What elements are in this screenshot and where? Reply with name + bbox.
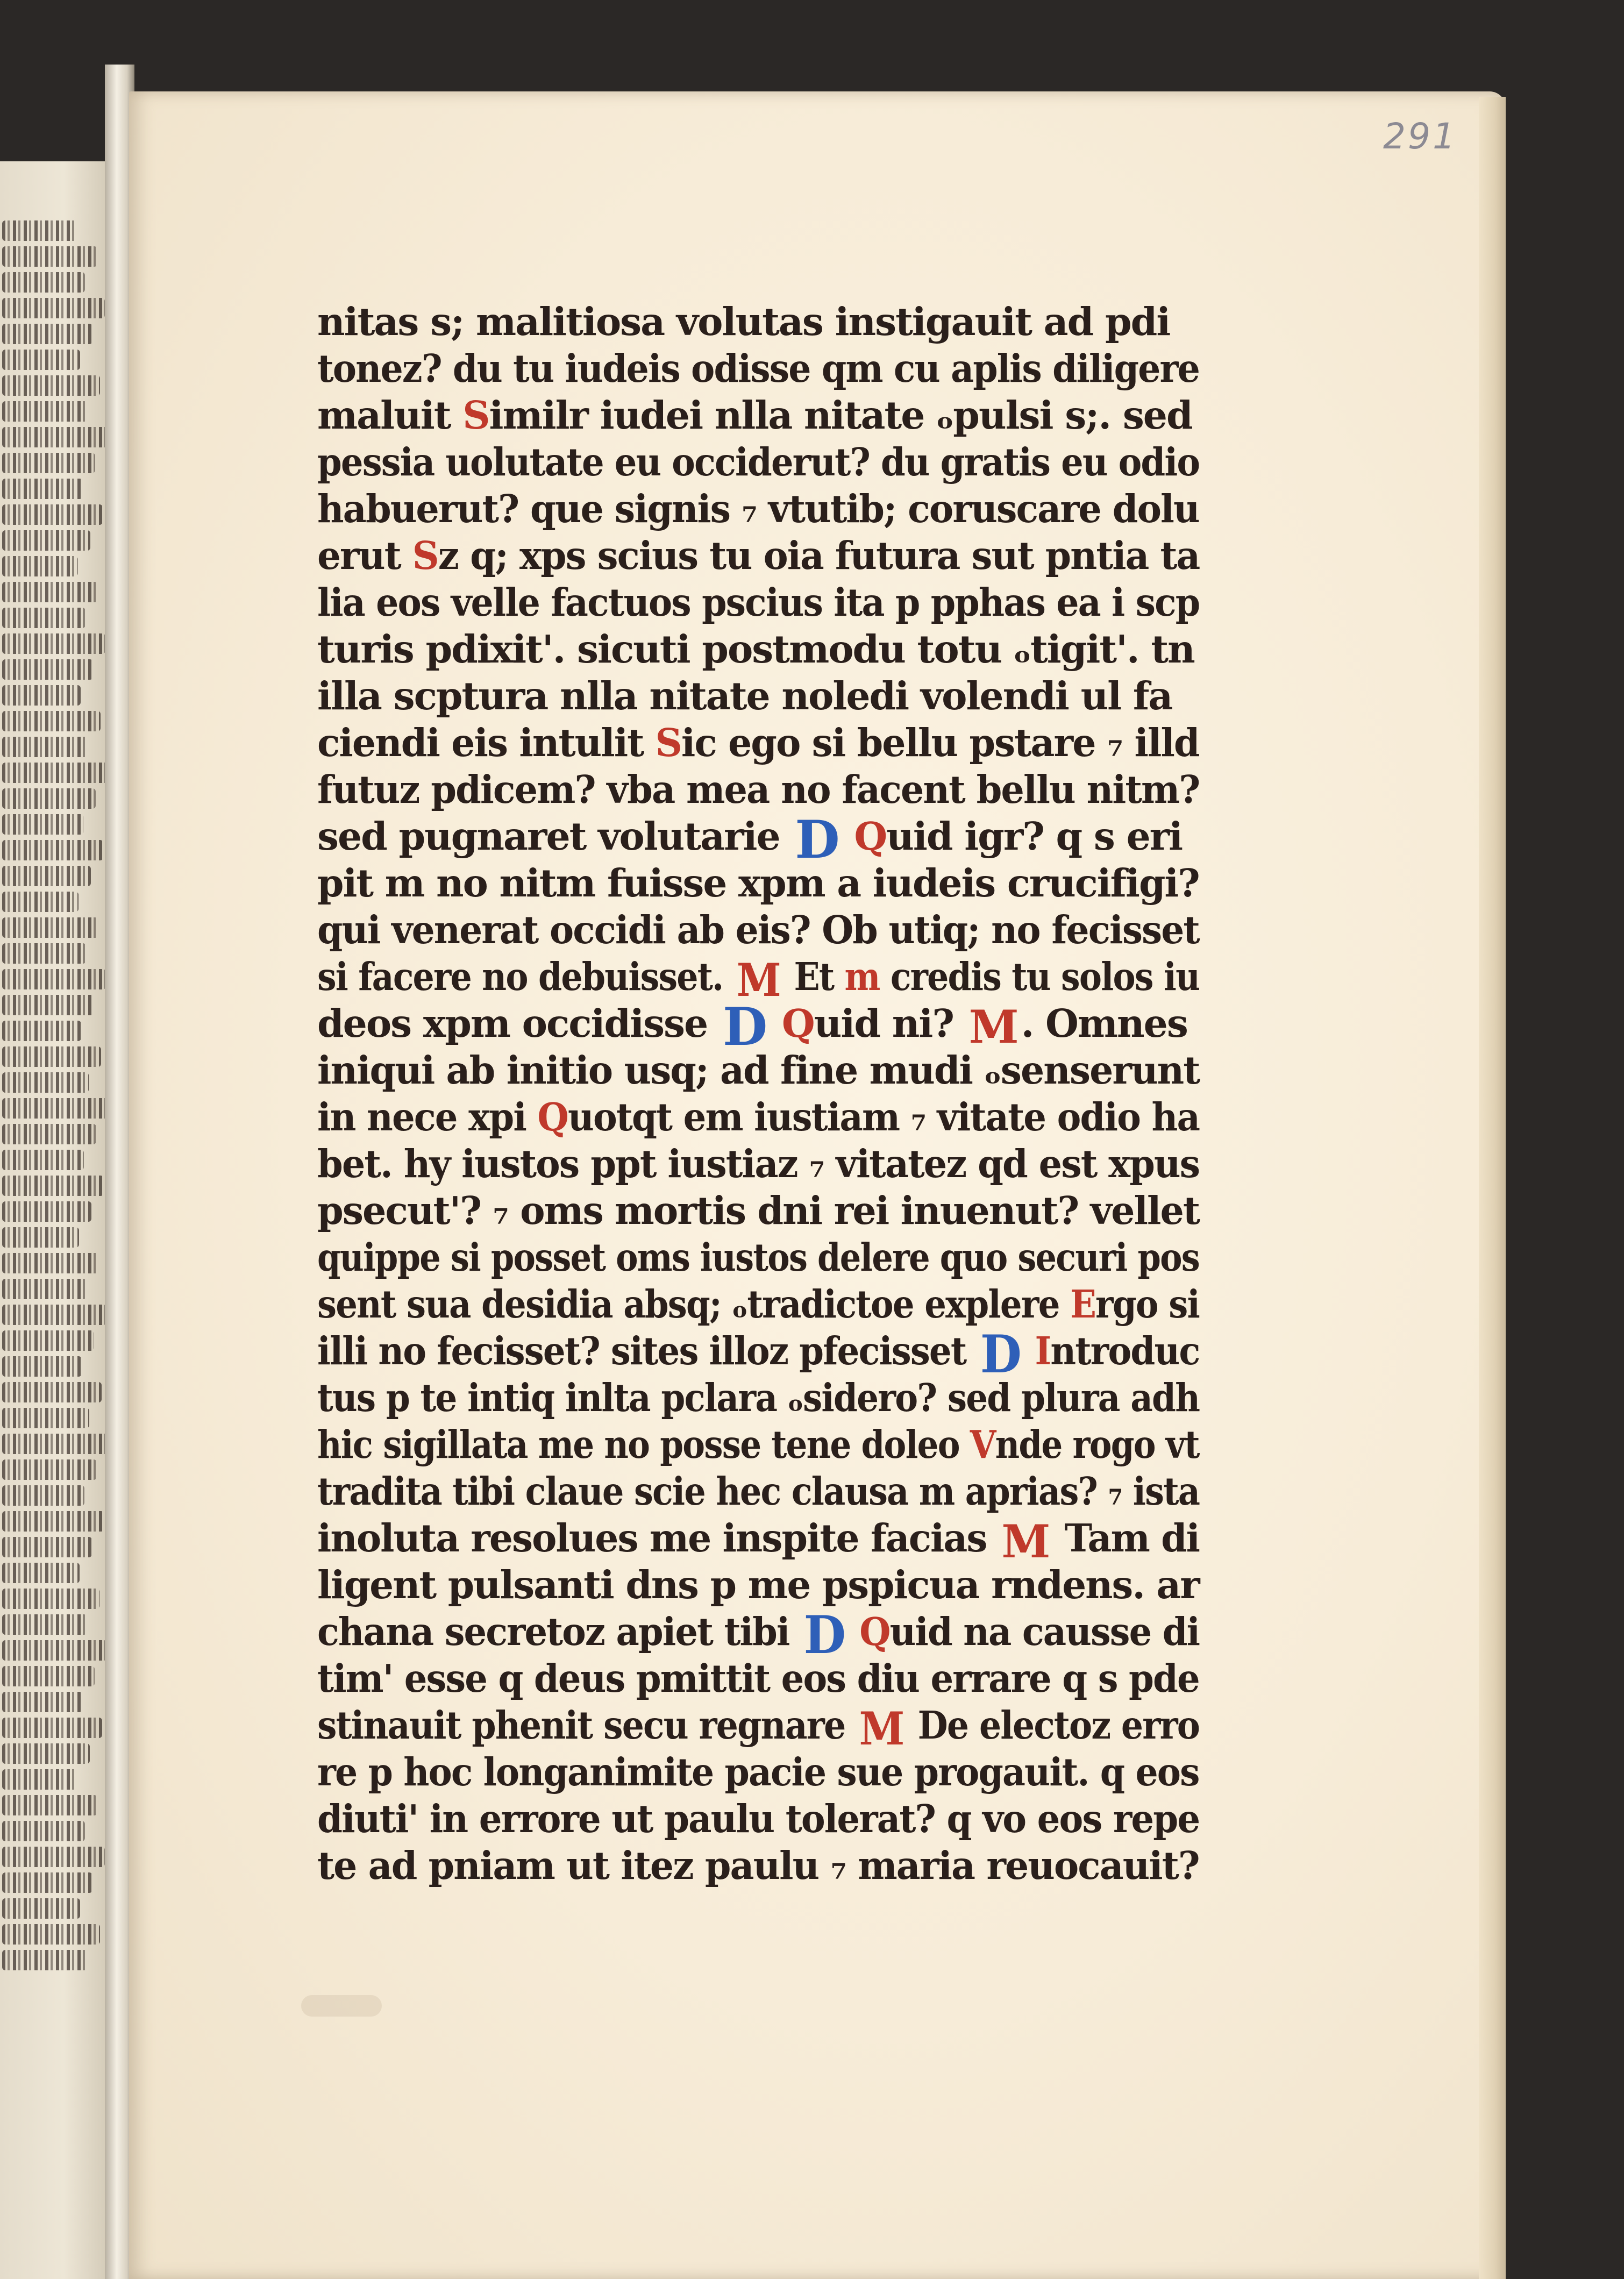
previous-page-text-line	[2, 969, 106, 989]
previous-page-text-line	[2, 1511, 104, 1532]
previous-page-text-line	[2, 1408, 89, 1428]
text-segment: nde rogo vt	[995, 1422, 1199, 1467]
text-segment: uid na causse di	[889, 1609, 1200, 1654]
blue-initial: D	[803, 1604, 845, 1665]
offset-stain	[301, 1995, 382, 2017]
text-segment: ntroduc	[1050, 1328, 1200, 1373]
previous-page-text-line	[2, 633, 105, 654]
previous-page-text-line	[2, 1021, 81, 1041]
previous-page-text-line	[2, 737, 88, 757]
text-segment: imilr iudei nlla nitate ₒpulsi s;. sed	[489, 393, 1192, 438]
text-segment: chana secretoz apiet tibi	[317, 1609, 801, 1654]
text-segment: credis tu solos iu	[879, 954, 1200, 999]
text-line	[317, 1094, 1200, 1141]
previous-page-text-line	[2, 1046, 101, 1067]
previous-page-text-line	[2, 1201, 91, 1222]
text-line	[317, 907, 1199, 953]
text-line	[317, 860, 1199, 907]
previous-page-text-line	[2, 1072, 89, 1093]
previous-page-text-line	[2, 840, 103, 860]
previous-page-text-line	[2, 1769, 77, 1790]
text-line	[317, 1749, 1199, 1796]
previous-page-text-line	[2, 453, 95, 473]
text-segment: rgo si	[1095, 1281, 1199, 1327]
previous-page-text-line	[2, 608, 86, 628]
rubric-letter: m	[844, 954, 880, 999]
previous-page-text-line	[2, 892, 79, 912]
previous-page-text-line	[2, 1743, 90, 1764]
rubric-letter: I	[1023, 1328, 1051, 1373]
previous-page-text-line	[2, 1305, 106, 1325]
text-line	[317, 766, 1200, 813]
previous-page-text-line	[2, 1589, 99, 1609]
text-segment: uid igr? q s eri	[886, 814, 1183, 859]
text-segment: bet. hy iustos ppt iustiaz ₇ vitatez qd est xpus	[317, 1141, 1200, 1186]
previous-page-text-line	[2, 1330, 94, 1351]
text-segment: Et	[783, 954, 845, 999]
previous-page-text-line	[2, 1692, 82, 1712]
text-line	[317, 1421, 1199, 1468]
previous-page-text-line	[2, 917, 98, 938]
text-line	[317, 996, 1199, 1057]
rubric-letter: Q	[842, 814, 887, 859]
text-line	[317, 1323, 1200, 1385]
previous-page-text-line	[2, 1537, 92, 1557]
rubric-letter: Q	[537, 1094, 568, 1140]
page-fore-edge	[1479, 97, 1506, 2279]
previous-page-text-line	[2, 272, 85, 293]
text-segment: habuerut? que signis ₇ vtutib; coruscare dolu	[317, 486, 1199, 531]
previous-page-text-line	[2, 1098, 109, 1119]
previous-page-text-line	[2, 1640, 107, 1661]
text-line	[317, 1374, 1200, 1421]
rubric-letter: S	[655, 720, 681, 765]
text-line	[317, 1655, 1199, 1702]
previous-page-text-line	[2, 220, 77, 241]
text-segment: maluit	[317, 393, 463, 438]
text-line	[317, 720, 1199, 766]
previous-page-text-line	[2, 943, 86, 964]
previous-page-text-line	[2, 324, 92, 344]
text-line	[317, 1047, 1200, 1094]
text-segment: erut	[317, 533, 412, 578]
previous-page-text-line	[2, 427, 108, 447]
blue-initial: D	[722, 996, 767, 1057]
previous-page-text-line	[2, 1924, 100, 1945]
text-segment: uotqt em iustiam ₇ vitate odio ha	[568, 1094, 1200, 1140]
text-line	[317, 1281, 1199, 1328]
previous-page-text-line	[2, 814, 83, 835]
text-segment: psecut'? ₇ oms mortis dni rei inuenut? vellet	[317, 1188, 1200, 1233]
text-segment: hic sigillata me no posse tene doleo	[317, 1422, 970, 1467]
rubric-letter: Q	[847, 1609, 890, 1654]
text-segment: inoluta resolues me inspite facias	[317, 1515, 999, 1561]
previous-page-text-line	[2, 1872, 92, 1893]
text-segment: ciendi eis intulit	[317, 720, 656, 765]
previous-page-text-line	[2, 1898, 80, 1919]
folio-number: 291	[1383, 116, 1457, 157]
text-line	[317, 953, 1200, 1007]
text-line	[317, 1187, 1200, 1234]
previous-page-text-line	[2, 1434, 109, 1454]
previous-page-text-line	[2, 530, 90, 551]
text-segment: Tam di	[1052, 1515, 1200, 1561]
text-line	[317, 392, 1199, 439]
red-initial-m: M	[859, 1701, 904, 1755]
previous-page-text-line	[2, 375, 100, 396]
text-segment: stinauit phenit secu regnare	[317, 1703, 857, 1748]
text-line	[317, 298, 1199, 345]
rubric-letter: S	[412, 533, 438, 578]
text-line	[317, 486, 1199, 532]
previous-page-text-line	[2, 711, 101, 731]
red-initial-m: M	[1001, 1514, 1050, 1568]
blue-initial: D	[980, 1323, 1021, 1385]
previous-page-text-line	[2, 1124, 96, 1144]
previous-page-text-line	[2, 763, 108, 783]
text-line	[317, 1562, 1199, 1608]
text-line	[317, 673, 1199, 720]
text-segment: tradita tibi claue scie hec clausa m aprias? ₇ ista	[317, 1469, 1200, 1514]
text-line	[317, 345, 1199, 392]
text-line	[317, 532, 1200, 579]
previous-page-text-line	[2, 1563, 80, 1583]
text-segment: sed pugnaret volutarie	[317, 814, 792, 859]
text-segment: ic ego si bellu pstare ₇ illd	[681, 720, 1199, 765]
text-line	[317, 809, 1199, 870]
previous-page-text-line	[2, 350, 80, 370]
previous-page-text-line	[2, 1485, 84, 1506]
previous-page-text-line	[2, 556, 78, 576]
previous-page-text-line	[2, 1950, 88, 1970]
text-segment: in nece xpi	[317, 1094, 538, 1140]
previous-page-text-line	[2, 1227, 79, 1248]
text-segment: uid ni?	[814, 1001, 966, 1046]
text-line	[317, 579, 1200, 626]
text-segment: diuti' in errore ut paulu tolerat? q vo eos repe	[317, 1796, 1200, 1841]
previous-page-text-line	[2, 1821, 85, 1841]
previous-page-text-line	[2, 1718, 102, 1738]
previous-page-edge	[0, 161, 117, 2279]
text-line	[317, 1604, 1200, 1665]
text-segment: b utiq; no fecisset	[852, 907, 1199, 952]
text-segment: . Omnes	[1021, 1001, 1187, 1046]
rubric-letter: Q	[770, 1001, 814, 1046]
red-initial-m: M	[736, 953, 780, 1007]
text-segment: z q; xps scius tu oia futura sut pntia ta	[438, 533, 1200, 578]
text-segment: deos xpm occidisse	[317, 1001, 720, 1046]
previous-page-text-line	[2, 1253, 99, 1273]
text-segment: qui venerat occidi ab eis?	[317, 907, 822, 952]
text-line	[317, 1234, 1200, 1281]
text-segment: nitas s; malitiosa volutas instigauit ad pdi	[317, 299, 1170, 344]
previous-page-text-line	[2, 1279, 87, 1299]
previous-page-text-line	[2, 1150, 84, 1170]
text-line	[317, 1701, 1200, 1755]
text-line	[317, 626, 1199, 673]
previous-page-text-line	[2, 298, 105, 318]
previous-page-text-line	[2, 479, 83, 499]
text-segment: tus p te intiq inlta pclara ₒsidero? sed plura adh	[317, 1375, 1200, 1420]
text-segment: iniqui ab initio usq; ad fine mudi ₒsenserunt	[317, 1048, 1200, 1093]
text-line	[317, 1468, 1200, 1515]
previous-page-text-line	[2, 1614, 87, 1635]
previous-page-text-line	[2, 246, 97, 267]
previous-page-text-line	[2, 995, 94, 1015]
previous-page-text-line	[2, 1176, 104, 1196]
text-line	[317, 1141, 1200, 1187]
previous-page-text-line	[2, 866, 91, 886]
text-segment: pessia uolutate eu occiderut? du gratis eu odio	[317, 439, 1200, 485]
previous-page-text-line	[2, 685, 81, 706]
text-segment: futuz pdicem? vba mea no facent bellu nitm?	[317, 767, 1200, 812]
previous-page-text-line	[2, 1382, 102, 1402]
text-line	[317, 1842, 1199, 1889]
rubric-letter: S	[462, 393, 489, 438]
text-segment: quippe si posset oms iustos delere quo securi pos	[317, 1235, 1200, 1280]
text-segment: re p hoc longanimite pacie sue progauit. q eos	[317, 1749, 1199, 1794]
text-segment: illi no fecisset? sites illoz pfecisset	[317, 1328, 978, 1373]
text-line	[317, 439, 1200, 486]
text-segment: pit m no nitm fuisse xpm a iudeis crucifigi?	[317, 860, 1199, 906]
text-block	[317, 298, 1199, 1889]
text-segment: ligent pulsanti dns p me pspicua rndens. ar	[317, 1562, 1199, 1607]
text-segment: De electoz erro	[906, 1703, 1200, 1748]
text-line	[317, 1796, 1200, 1842]
text-segment: O	[822, 907, 853, 952]
text-segment: sent sua desidia absq; ₒtradictoe explere	[317, 1281, 1071, 1327]
previous-page-text-line	[2, 1795, 97, 1815]
previous-page-text-line	[2, 582, 98, 602]
text-line	[317, 1514, 1200, 1568]
blue-initial: D	[795, 809, 839, 870]
text-segment: illa scptura nlla nitate noledi volendi ul fa	[317, 673, 1172, 718]
rubric-letter: V	[970, 1422, 995, 1467]
previous-page-text-line	[2, 659, 93, 680]
previous-page-text-line	[2, 504, 103, 525]
text-segment: turis pdixit'. sicuti postmodu totu ₒtigit'. tn	[317, 626, 1194, 672]
previous-page-text-line	[2, 1356, 82, 1377]
previous-page-text-line	[2, 1459, 97, 1480]
text-segment: lia eos velle factuos pscius ita p pphas ea i scp	[317, 580, 1200, 625]
text-segment: si facere no debuisset.	[317, 954, 734, 999]
rubric-letter: E	[1070, 1281, 1096, 1327]
text-segment: te ad pniam ut itez paulu ₇ maria reuocauit?	[317, 1843, 1199, 1888]
red-initial-m: M	[968, 1000, 1018, 1053]
previous-page-text-line	[2, 401, 88, 422]
previous-page-text-line	[2, 1847, 105, 1867]
text-segment: tim' esse q deus pmittit eos diu errare q s pde	[317, 1656, 1199, 1701]
previous-page-text-line	[2, 1666, 95, 1686]
previous-page-text-line	[2, 788, 96, 809]
text-segment: tonez? du tu iudeis odisse qm cu aplis diligere	[317, 346, 1199, 391]
